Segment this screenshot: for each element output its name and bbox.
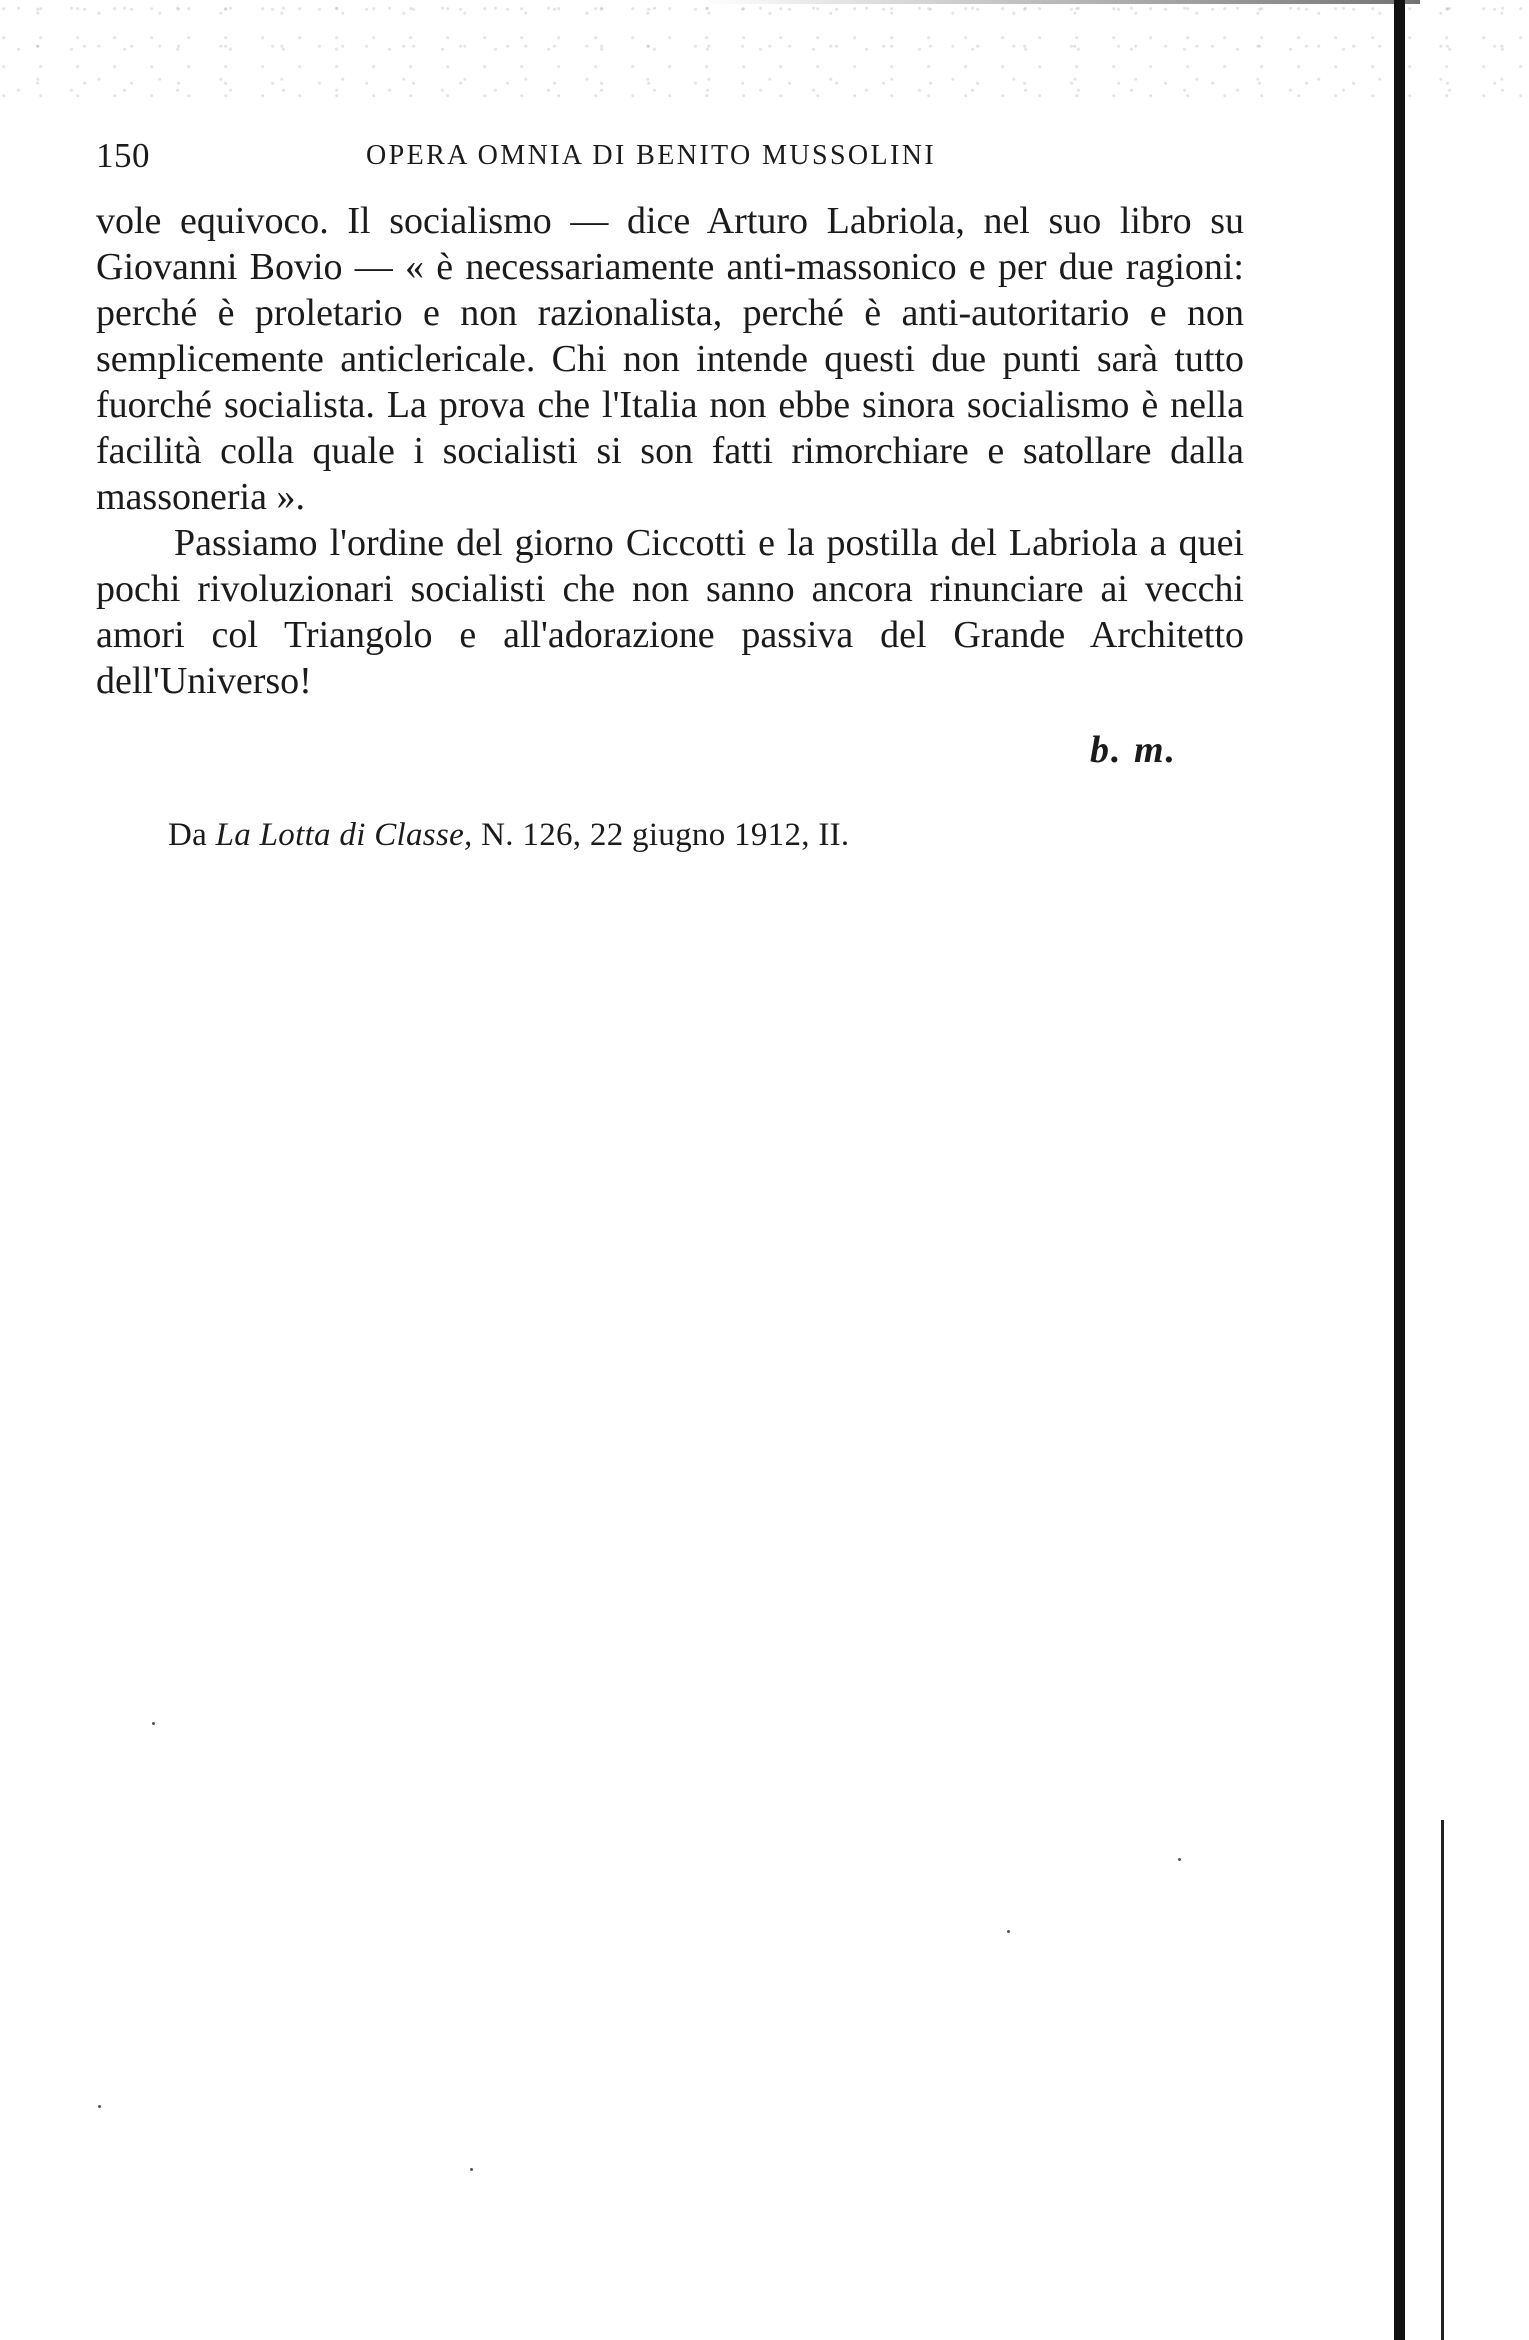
page-number: 150 bbox=[96, 136, 150, 175]
scan-speck bbox=[1178, 1858, 1181, 1861]
paragraph: Passiamo l'ordine del giorno Ciccotti e la postilla del Labriola a quei pochi rivoluzionari socialisti che non sanno ancora rinunciare ai vecchi amori col Triangolo e all'adorazione passiva del Grande Architetto dell'Universo! bbox=[96, 522, 1244, 702]
scan-speck bbox=[470, 2168, 473, 2171]
scan-edge-shadow bbox=[700, 0, 1420, 4]
binding-edge-thin bbox=[1441, 1820, 1444, 2340]
scan-noise bbox=[0, 0, 1529, 110]
scan-speck bbox=[98, 2105, 101, 2108]
body-text bbox=[96, 198, 1244, 704]
publication-title: La Lotta di Classe, bbox=[215, 817, 473, 853]
paragraph: vole equivoco. Il socialismo — dice Arturo Labriola, nel suo libro su Giovanni Bovio — « è necessariamente anti-massonico e per due ragioni: perché è proletario e non razionalista, perché è anti-autoritario e non semplicemente anticlericale. Chi non intende questi due punti sarà tutto fuorché socialista. La prova che l'Italia non ebbe sinora socialismo è nella facilità colla quale i socialisti si son fatti rimorchiare e satollare dalla massoneria ». bbox=[96, 200, 1244, 518]
binding-edge bbox=[1394, 0, 1405, 2340]
source-citation bbox=[168, 817, 850, 854]
scan-speck bbox=[1007, 1930, 1010, 1933]
author-signature: b. m. bbox=[1090, 729, 1178, 771]
running-header bbox=[96, 136, 1196, 186]
source-prefix: Da bbox=[168, 817, 208, 853]
running-title: OPERA OMNIA DI BENITO MUSSOLINI bbox=[366, 140, 937, 171]
scan-speck bbox=[152, 1722, 155, 1725]
source-details: N. 126, 22 giugno 1912, II. bbox=[481, 817, 850, 853]
